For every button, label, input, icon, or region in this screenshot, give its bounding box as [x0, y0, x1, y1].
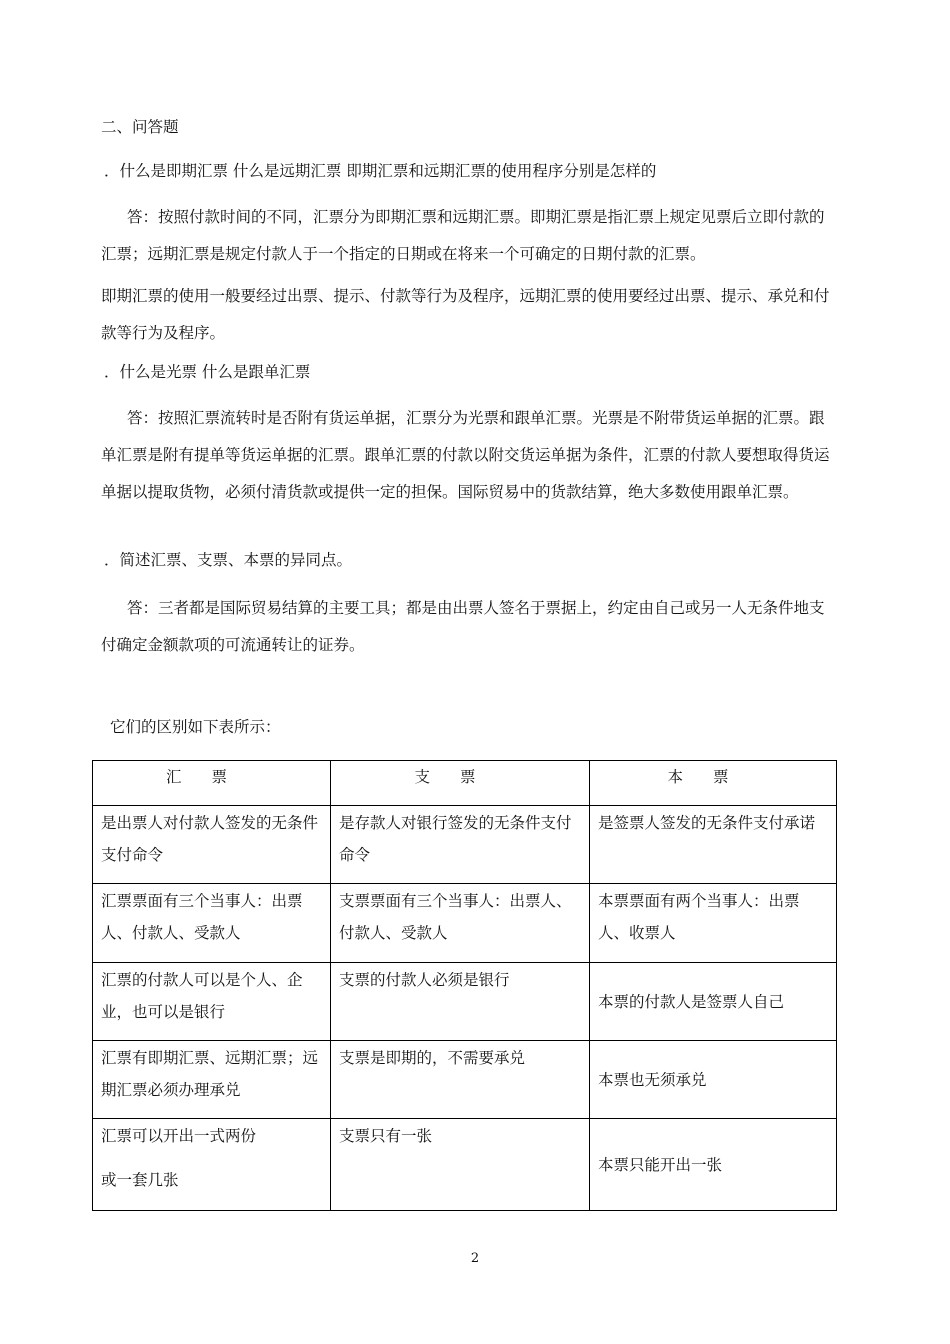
- table-cell: 支票只有一张: [331, 1119, 590, 1211]
- cell-line-2: 或一套几张: [101, 1171, 179, 1189]
- table-cell: 汇票票面有三个当事人：出票人、付款人、受款人: [93, 884, 331, 963]
- header-promissory-note: 本票: [590, 761, 837, 806]
- answer-2: 答：按照汇票流转时是否附有货运单据，汇票分为光票和跟单汇票。光票是不附带货运单据的汇票。跟单汇票是附有提单等货运单据的汇票。跟单汇票的付款以附交货运单据为条件，汇票的付款人要想取得货运单据以提取货物，必须付清货款或提供一定的担保。国际贸易中的货款结算，绝大多数使用跟单汇票。: [101, 409, 830, 501]
- answer-1-paragraph-1: 答：按照付款时间的不同，汇票分为即期汇票和远期汇票。即期汇票是指汇票上规定见票后立即付款的汇票；远期汇票是规定付款人于一个指定的日期或在将来一个可确定的日期付款的汇票。: [101, 208, 825, 263]
- table-row: [93, 806, 837, 884]
- comparison-table: [92, 760, 837, 1211]
- table-cell: 支票票面有三个当事人：出票人、付款人、受款人: [331, 884, 590, 963]
- table-cell: 本票也无须承兑: [590, 1041, 837, 1119]
- question-3: ．简述汇票、支票、本票的异同点。: [104, 551, 353, 569]
- table-cell: 是出票人对付款人签发的无条件支付命令: [93, 806, 331, 884]
- question-1: ．什么是即期汇票 什么是远期汇票 即期汇票和远期汇票的使用程序分别是怎样的: [104, 162, 657, 180]
- table-cell: 汇票有即期汇票、远期汇票；远期汇票必须办理承兑: [93, 1041, 331, 1119]
- cell-line-1: 汇票可以开出一式两份: [101, 1127, 257, 1145]
- table-cell: 本票票面有两个当事人：出票人、收票人: [590, 884, 837, 963]
- answer-3: 答：三者都是国际贸易结算的主要工具；都是由出票人签名于票据上，约定由自己或另一人无条件地支付确定金额款项的可流通转让的证券。: [101, 599, 825, 654]
- header-draft: 汇票: [93, 761, 331, 806]
- page-number: 2: [470, 1251, 480, 1266]
- table-cell: [93, 1119, 331, 1211]
- answer-1-paragraph-2: 即期汇票的使用一般要经过出票、提示、付款等行为及程序，远期汇票的使用要经过出票、提示、承兑和付款等行为及程序。: [101, 287, 830, 342]
- table-cell: 本票只能开出一张: [590, 1119, 837, 1211]
- question-2: ．什么是光票 什么是跟单汇票: [104, 363, 311, 381]
- table-row: [93, 1119, 837, 1211]
- table-intro: 它们的区别如下表所示：: [110, 718, 281, 736]
- table-row: [93, 963, 837, 1041]
- table-cell: 支票是即期的，不需要承兑: [331, 1041, 590, 1119]
- table-row: [93, 1041, 837, 1119]
- header-cheque: 支票: [331, 761, 590, 806]
- table-cell: 本票的付款人是签票人自己: [590, 963, 837, 1041]
- table-cell: 支票的付款人必须是银行: [331, 963, 590, 1041]
- table-cell: 是存款人对银行签发的无条件支付命令: [331, 806, 590, 884]
- table-header-row: [93, 761, 837, 806]
- section-title: 二、问答题: [101, 118, 179, 136]
- table-row: [93, 884, 837, 963]
- table-cell: 汇票的付款人可以是个人、企业，也可以是银行: [93, 963, 331, 1041]
- table-cell: 是签票人签发的无条件支付承诺: [590, 806, 837, 884]
